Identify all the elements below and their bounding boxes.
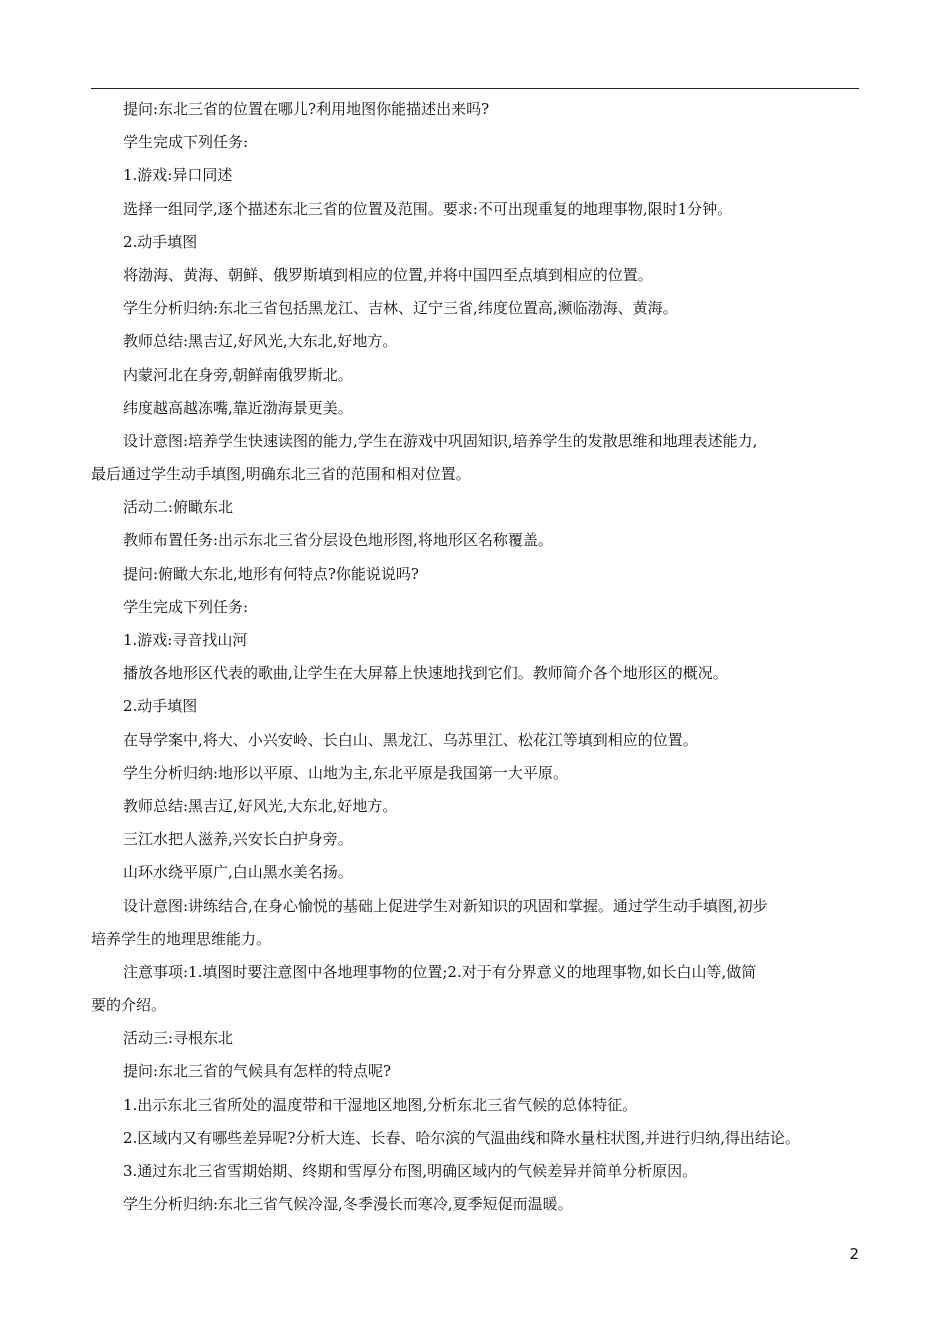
text-line: 提问:东北三省的气候具有怎样的特点呢? [123, 1062, 392, 1081]
text-line: 学生分析归纳:地形以平原、山地为主,东北平原是我国第一大平原。 [123, 763, 568, 782]
document-body [91, 93, 871, 1221]
text-line: 3.通过东北三省雪期始期、终期和雪厚分布图,明确区域内的气候差异并简单分析原因。 [123, 1162, 698, 1180]
page-number: 2 [849, 1245, 859, 1263]
text-line: 2.动手填图 [123, 697, 198, 716]
text-line: 播放各地形区代表的歌曲,让学生在大屏幕上快速地找到它们。教师简介各个地形区的概况。 [123, 664, 728, 683]
text-line: 提问:俯瞰大东北,地形有何特点?你能说说吗? [123, 564, 419, 583]
text-line: 学生分析归纳:东北三省气候冷湿,冬季漫长而寒冷,夏季短促而温暖。 [123, 1195, 573, 1214]
text-line: 学生分析归纳:东北三省包括黑龙江、吉林、辽宁三省,纬度位置高,濒临渤海、黄海。 [123, 299, 678, 318]
text-line: 山环水绕平原广,白山黑水美名扬。 [123, 863, 353, 882]
text-line: 设计意图:讲练结合,在身心愉悦的基础上促进学生对新知识的巩固和掌握。通过学生动手填图,初步 [123, 896, 768, 915]
text-line: 活动二:俯瞰东北 [123, 498, 234, 517]
text-line: 学生完成下列任务: [123, 133, 249, 152]
text-line: 1.游戏:异口同述 [123, 166, 233, 185]
text-line: 将渤海、黄海、朝鲜、俄罗斯填到相应的位置,并将中国四至点填到相应的位置。 [123, 265, 653, 284]
text-line: 2.区域内又有哪些差异呢?分析大连、长春、哈尔滨的气温曲线和降水量柱状图,并进行归纳,得出结论。 [123, 1128, 800, 1147]
text-line: 内蒙河北在身旁,朝鲜南俄罗斯北。 [123, 365, 353, 384]
text-line: 提问:东北三省的位置在哪儿?利用地图你能描述出来吗? [123, 100, 490, 118]
text-line: 教师总结:黑吉辽,好风光,大东北,好地方。 [123, 332, 398, 351]
text-line: 培养学生的地理思维能力。 [91, 929, 272, 948]
text-line: 1.出示东北三省所处的温度带和干湿地区地图,分析东北三省气候的总体特征。 [123, 1095, 638, 1114]
text-line: 2.动手填图 [123, 232, 198, 251]
text-line: 学生完成下列任务: [123, 597, 249, 616]
text-line: 1.游戏:寻音找山河 [123, 631, 248, 649]
text-line: 活动三:寻根东北 [123, 1029, 234, 1048]
text-line: 三江水把人滋养,兴安长白护身旁。 [123, 830, 353, 849]
header-rule [91, 88, 859, 89]
text-line: 选择一组同学,逐个描述东北三省的位置及范围。要求:不可出现重复的地理事物,限时1分钟。 [123, 199, 733, 218]
text-line: 设计意图:培养学生快速读图的能力,学生在游戏中巩固知识,培养学生的发散思维和地理表述能力, [123, 431, 758, 450]
text-line: 教师总结:黑吉辽,好风光,大东北,好地方。 [123, 796, 398, 815]
text-line: 在导学案中,将大、小兴安岭、长白山、黑龙江、乌苏里江、松花江等填到相应的位置。 [123, 730, 698, 749]
text-line: 纬度越高越冻嘴,靠近渤海景更美。 [123, 398, 353, 417]
text-line: 教师布置任务:出示东北三省分层设色地形图,将地形区名称覆盖。 [123, 531, 553, 550]
text-line: 最后通过学生动手填图,明确东北三省的范围和相对位置。 [91, 465, 471, 484]
text-line: 注意事项:1.填图时要注意图中各地理事物的位置;2.对于有分界意义的地理事物,如长白山等,做简 [123, 962, 757, 981]
text-line: 要的介绍。 [91, 996, 167, 1015]
